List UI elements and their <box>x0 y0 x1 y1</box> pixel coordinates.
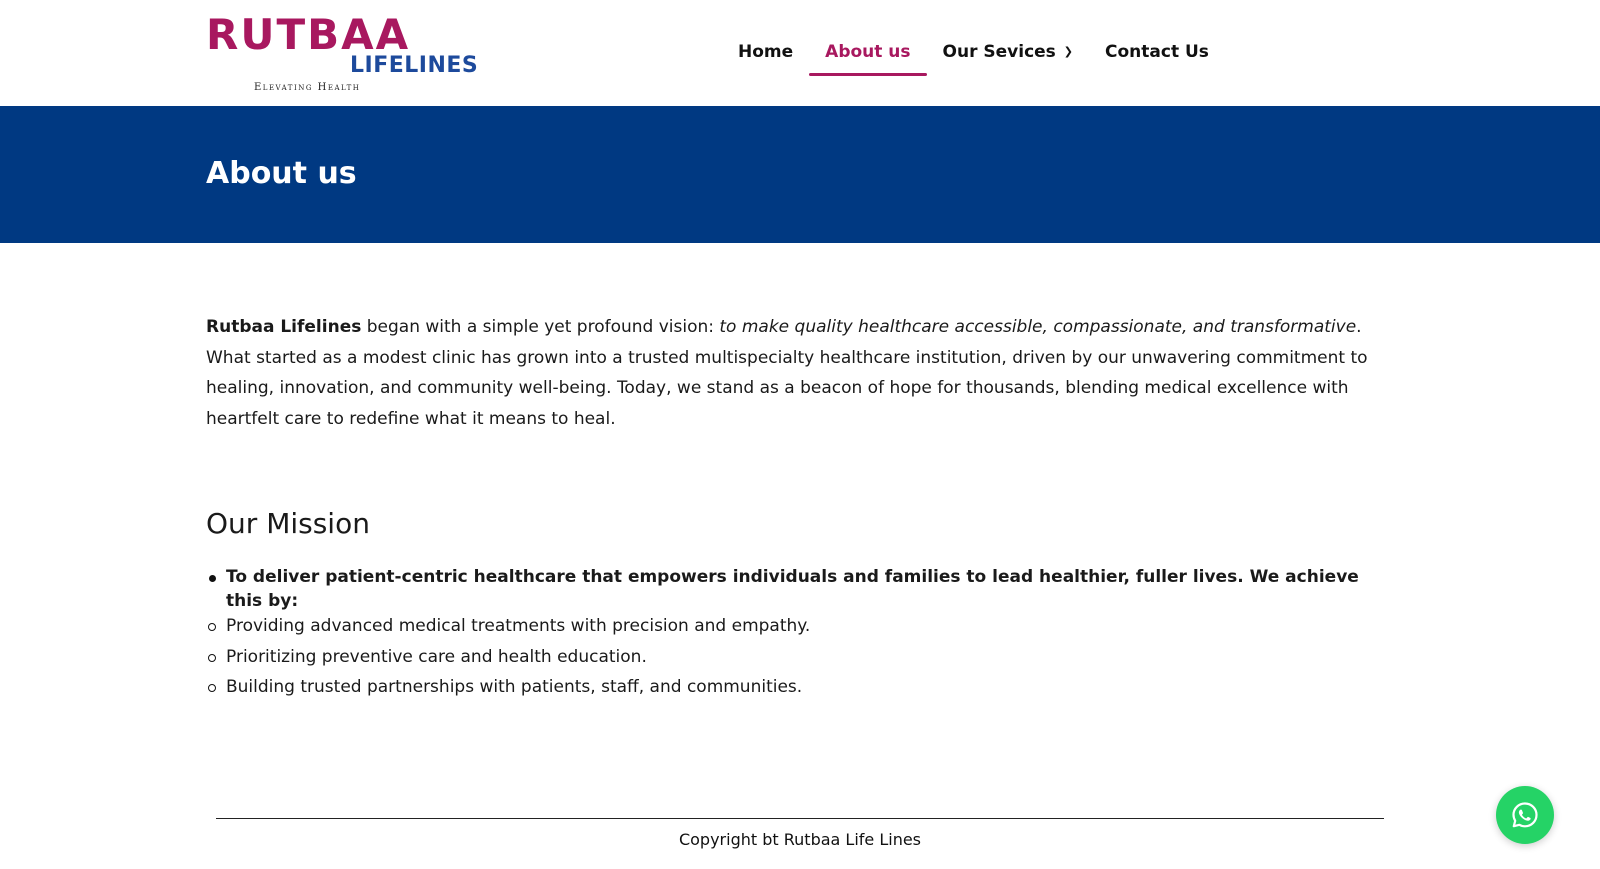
page-banner <box>0 106 1600 243</box>
whatsapp-icon <box>1510 800 1540 830</box>
logo-wordmark: RUTBAA <box>206 10 411 59</box>
intro-text-1: began with a simple yet profound vision: <box>361 317 720 337</box>
whatsapp-button[interactable] <box>1496 786 1554 844</box>
page-title: About us <box>206 156 357 191</box>
bullet-dot <box>209 575 216 582</box>
logo-tagline: Elevating Health <box>254 82 361 93</box>
intro-brand: Rutbaa Lifelines <box>206 317 362 337</box>
nav-item-contact[interactable] <box>1089 36 1225 76</box>
nav-item-label: Contact Us <box>1105 42 1209 62</box>
bullet-circle <box>208 623 216 631</box>
intro-section <box>206 312 1384 434</box>
list-item-text: Prioritizing preventive care and health education. <box>226 646 647 667</box>
list-item-text: Providing advanced medical treatments with precision and empathy. <box>226 616 811 636</box>
main-nav <box>722 36 1225 76</box>
footer-divider <box>216 818 1384 819</box>
nav-item-services[interactable] <box>927 36 1089 76</box>
footer-copyright: Copyright bt Rutbaa Life Lines <box>678 830 922 849</box>
list-item <box>206 672 1384 703</box>
intro-vision: to make quality healthcare accessible, compassionate, and transformative <box>719 317 1357 337</box>
list-item <box>206 642 1384 673</box>
site-header <box>0 0 1600 106</box>
mission-statement <box>206 565 1384 613</box>
list-item <box>206 611 1384 642</box>
intro-text-2: . What started as a modest clinic has grown into a trusted multispecialty healthcare institution, driven by our unwavering commitment to healing, innovation, and community well-being. Today, we stand as a beacon of hope for thousands, blending medical excellence with heartfelt care to redefine what it means to heal. <box>206 317 1368 429</box>
brand-logo[interactable] <box>206 10 479 96</box>
mission-statement-text: To deliver patient-centric healthcare that empowers individuals and families to lead healthier, fuller lives. We achieve this by: <box>226 567 1359 611</box>
mission-heading: Our Mission <box>206 507 370 540</box>
nav-item-about[interactable] <box>809 36 926 76</box>
nav-item-home[interactable] <box>722 36 809 76</box>
bullet-circle <box>208 654 216 662</box>
nav-item-label: Our Sevices <box>942 42 1056 62</box>
bullet-circle <box>208 684 216 692</box>
list-item-text: Building trusted partnerships with patients, staff, and communities. <box>226 677 803 697</box>
chevron-down-icon: ❯ <box>1063 45 1074 58</box>
nav-item-label: Home <box>738 42 794 62</box>
mission-points <box>206 611 1384 703</box>
logo-subtitle: LIFELINES <box>350 53 479 78</box>
nav-item-label: About us <box>825 42 911 62</box>
intro-paragraph <box>206 312 1384 434</box>
